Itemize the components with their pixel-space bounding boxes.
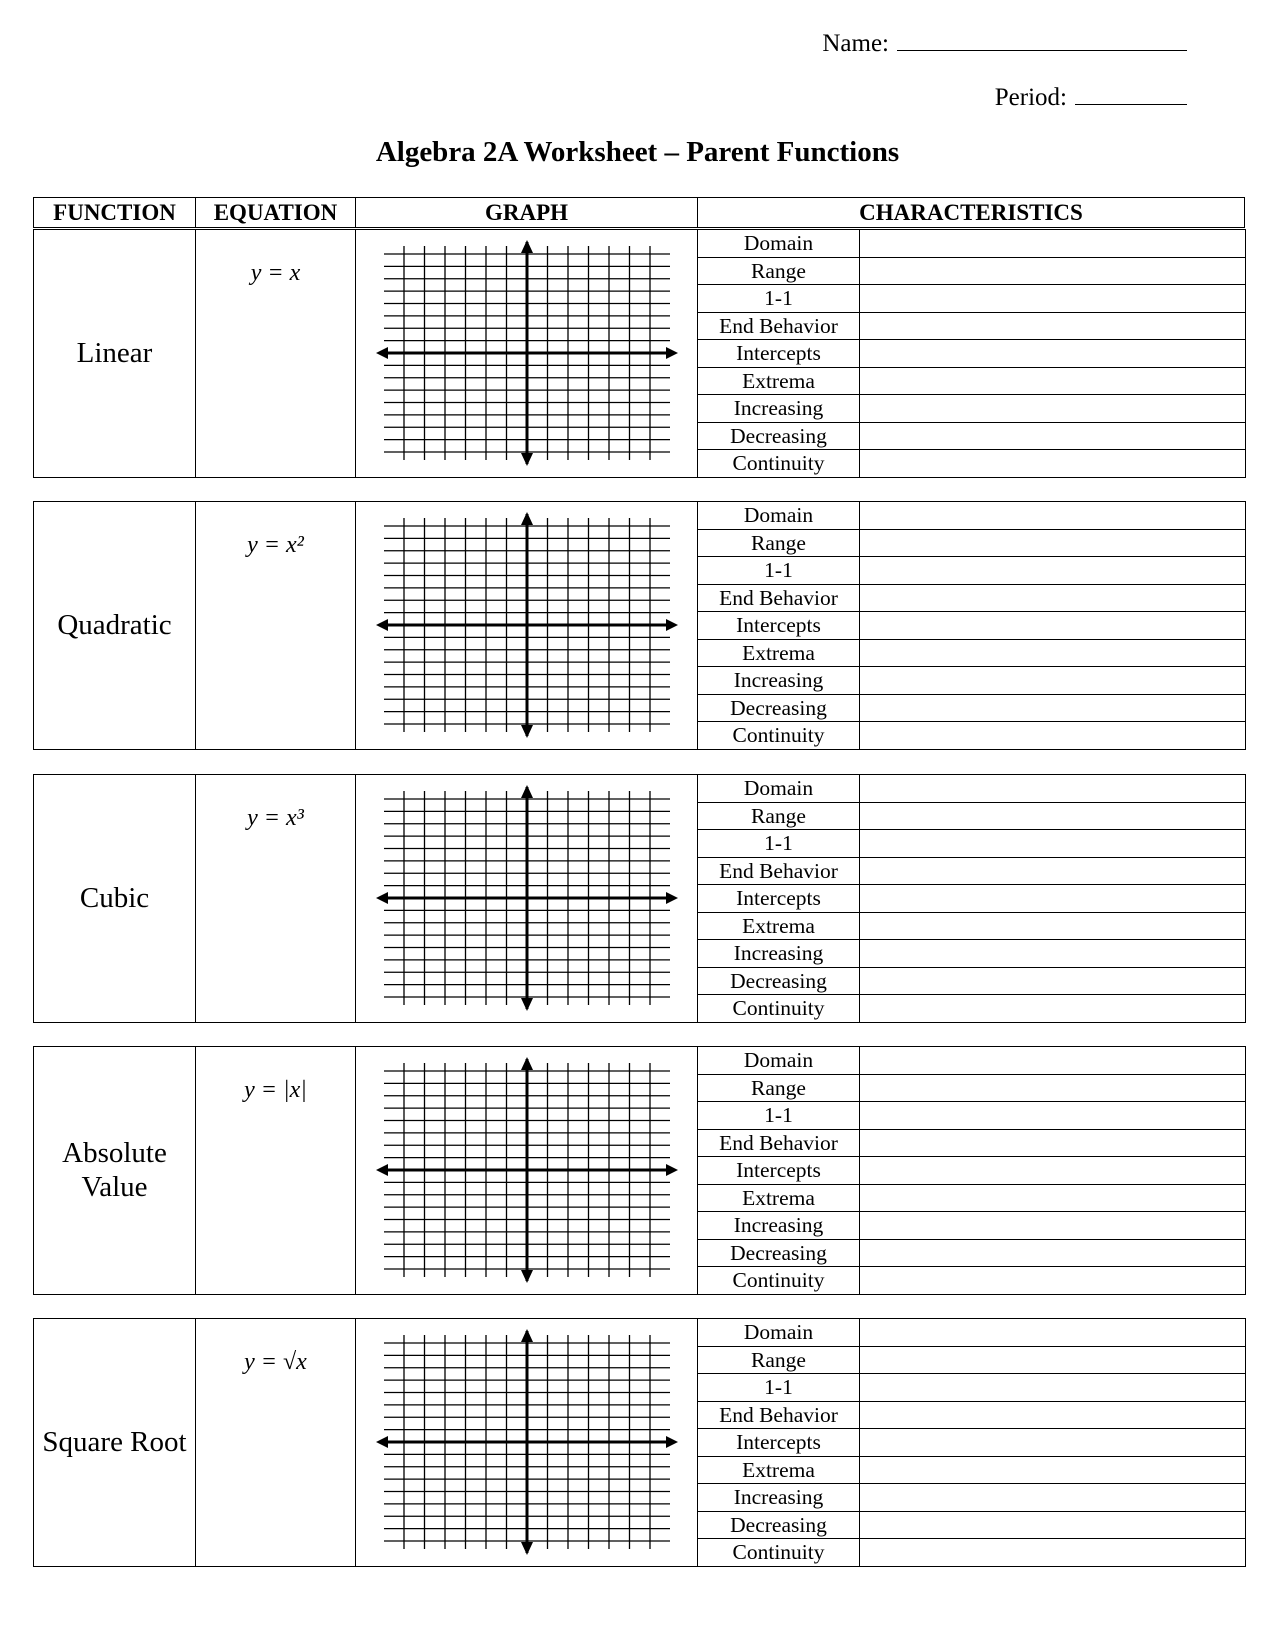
x-axis-arrow-right [666, 1164, 678, 1176]
characteristic-answer-field[interactable] [860, 257, 1246, 285]
characteristic-label: End Behavior [698, 1129, 860, 1157]
coordinate-grid[interactable] [374, 785, 680, 1011]
characteristic-answer-field[interactable] [860, 1484, 1246, 1512]
characteristic-answer-field[interactable] [860, 1184, 1246, 1212]
y-axis-arrow-up [521, 512, 533, 525]
y-axis-arrow-up [521, 1329, 533, 1342]
function-equation: y = |x| [196, 1047, 356, 1295]
x-axis-arrow-right [666, 347, 678, 359]
characteristic-answer-field[interactable] [860, 1539, 1246, 1567]
header-table [33, 197, 1245, 228]
characteristic-label: End Behavior [698, 312, 860, 340]
characteristic-label: Range [698, 1346, 860, 1374]
characteristic-label: Decreasing [698, 1511, 860, 1539]
characteristic-label: Intercepts [698, 612, 860, 640]
characteristic-label: Continuity [698, 995, 860, 1023]
characteristic-label: Extrema [698, 367, 860, 395]
characteristic-answer-field[interactable] [860, 1239, 1246, 1267]
y-axis-arrow-down [521, 725, 533, 738]
x-axis-arrow-right [666, 1436, 678, 1448]
characteristic-label: Intercepts [698, 1157, 860, 1185]
function-block [33, 501, 1246, 750]
characteristic-label: 1-1 [698, 1102, 860, 1130]
y-axis-arrow-up [521, 785, 533, 798]
characteristic-label: Range [698, 802, 860, 830]
y-axis-arrow-down [521, 998, 533, 1011]
characteristic-label: Increasing [698, 1484, 860, 1512]
characteristic-answer-field[interactable] [860, 395, 1246, 423]
characteristic-label: Range [698, 1074, 860, 1102]
characteristic-label: Extrema [698, 912, 860, 940]
function-equation: y = x² [196, 502, 356, 750]
characteristic-answer-field[interactable] [860, 667, 1246, 695]
graph-area[interactable] [356, 1047, 698, 1295]
x-axis-arrow-left [376, 892, 388, 904]
function-name: Square Root [34, 1319, 196, 1567]
characteristic-answer-field[interactable] [860, 1429, 1246, 1457]
characteristic-answer-field[interactable] [860, 639, 1246, 667]
period-blank[interactable] [1075, 82, 1187, 105]
characteristic-label: End Behavior [698, 1401, 860, 1429]
x-axis-arrow-left [376, 1164, 388, 1176]
page-title: Algebra 2A Worksheet – Parent Functions [375, 136, 900, 168]
characteristic-answer-field[interactable] [860, 1511, 1246, 1539]
characteristic-label: Decreasing [698, 694, 860, 722]
name-blank[interactable] [897, 28, 1187, 51]
characteristic-answer-field[interactable] [860, 1319, 1246, 1347]
x-axis-arrow-left [376, 347, 388, 359]
characteristic-answer-field[interactable] [860, 502, 1246, 530]
characteristic-answer-field[interactable] [860, 285, 1246, 313]
column-header-function: FUNCTION [34, 198, 196, 228]
characteristic-answer-field[interactable] [860, 612, 1246, 640]
characteristic-answer-field[interactable] [860, 529, 1246, 557]
function-equation: y = x [196, 230, 356, 478]
function-block [33, 229, 1246, 478]
characteristic-label: Increasing [698, 395, 860, 423]
y-axis-arrow-down [521, 453, 533, 466]
function-block [33, 1046, 1246, 1295]
characteristic-answer-field[interactable] [860, 1374, 1246, 1402]
graph-area[interactable] [356, 1319, 698, 1567]
x-axis-arrow-left [376, 1436, 388, 1448]
characteristic-answer-field[interactable] [860, 1212, 1246, 1240]
graph-area[interactable] [356, 502, 698, 750]
characteristic-label: 1-1 [698, 557, 860, 585]
y-axis-arrow-up [521, 1057, 533, 1070]
function-name: Cubic [34, 775, 196, 1023]
characteristic-answer-field[interactable] [860, 1401, 1246, 1429]
period-field[interactable] [995, 82, 1187, 112]
characteristic-label: Decreasing [698, 967, 860, 995]
characteristic-answer-field[interactable] [860, 1102, 1246, 1130]
characteristic-label: Extrema [698, 1456, 860, 1484]
characteristic-answer-field[interactable] [860, 1456, 1246, 1484]
characteristic-answer-field[interactable] [860, 722, 1246, 750]
characteristic-answer-field[interactable] [860, 694, 1246, 722]
function-equation: y = √x [196, 1319, 356, 1567]
y-axis-arrow-down [521, 1270, 533, 1283]
characteristic-label: Continuity [698, 1539, 860, 1567]
characteristic-label: Intercepts [698, 340, 860, 368]
characteristic-label: Extrema [698, 1184, 860, 1212]
characteristic-answer-field[interactable] [860, 312, 1246, 340]
characteristic-label: End Behavior [698, 857, 860, 885]
characteristic-label: Increasing [698, 667, 860, 695]
characteristic-label: Domain [698, 502, 860, 530]
characteristic-label: Domain [698, 1319, 860, 1347]
characteristic-label: 1-1 [698, 830, 860, 858]
name-field[interactable] [822, 28, 1187, 58]
column-header-equation: EQUATION [196, 198, 356, 228]
characteristic-label: Continuity [698, 722, 860, 750]
characteristic-label: Increasing [698, 940, 860, 968]
characteristic-answer-field[interactable] [860, 584, 1246, 612]
characteristic-answer-field[interactable] [860, 940, 1246, 968]
characteristic-answer-field[interactable] [860, 857, 1246, 885]
characteristic-answer-field[interactable] [860, 830, 1246, 858]
characteristic-label: Intercepts [698, 885, 860, 913]
function-name: Linear [34, 230, 196, 478]
characteristic-answer-field[interactable] [860, 340, 1246, 368]
characteristic-answer-field[interactable] [860, 1267, 1246, 1295]
characteristic-answer-field[interactable] [860, 1129, 1246, 1157]
y-axis-arrow-down [521, 1542, 533, 1555]
characteristic-answer-field[interactable] [860, 557, 1246, 585]
characteristic-answer-field[interactable] [860, 802, 1246, 830]
x-axis-arrow-right [666, 619, 678, 631]
column-header-characteristics: CHARACTERISTICS [698, 198, 1245, 228]
characteristic-answer-field[interactable] [860, 1047, 1246, 1075]
characteristic-label: Continuity [698, 450, 860, 478]
characteristic-label: Decreasing [698, 1239, 860, 1267]
characteristic-label: Decreasing [698, 422, 860, 450]
function-block [33, 1318, 1246, 1567]
characteristic-answer-field[interactable] [860, 422, 1246, 450]
graph-area[interactable] [356, 775, 698, 1023]
graph-area[interactable] [356, 230, 698, 478]
characteristic-answer-field[interactable] [860, 450, 1246, 478]
coordinate-grid[interactable] [374, 512, 680, 738]
x-axis-arrow-right [666, 892, 678, 904]
characteristic-answer-field[interactable] [860, 1157, 1246, 1185]
characteristic-label: Range [698, 529, 860, 557]
characteristic-label: Domain [698, 1047, 860, 1075]
characteristic-label: Increasing [698, 1212, 860, 1240]
period-label: Period: [994, 84, 1067, 111]
function-equation: y = x³ [196, 775, 356, 1023]
column-header-graph: GRAPH [356, 198, 698, 228]
characteristic-answer-field[interactable] [860, 367, 1246, 395]
characteristic-label: End Behavior [698, 584, 860, 612]
function-name: Absolute Value [34, 1047, 196, 1295]
characteristic-answer-field[interactable] [860, 1346, 1246, 1374]
characteristic-answer-field[interactable] [860, 775, 1246, 803]
function-block [33, 774, 1246, 1023]
characteristic-label: Extrema [698, 639, 860, 667]
characteristic-answer-field[interactable] [860, 912, 1246, 940]
characteristic-label: 1-1 [698, 1374, 860, 1402]
characteristic-answer-field[interactable] [860, 885, 1246, 913]
characteristic-answer-field[interactable] [860, 995, 1246, 1023]
coordinate-grid[interactable] [374, 240, 680, 466]
function-name: Quadratic [34, 502, 196, 750]
characteristic-label: 1-1 [698, 285, 860, 313]
y-axis-arrow-up [521, 240, 533, 253]
characteristic-label: Intercepts [698, 1429, 860, 1457]
characteristic-label: Range [698, 257, 860, 285]
coordinate-grid[interactable] [374, 1057, 680, 1283]
characteristic-label: Continuity [698, 1267, 860, 1295]
characteristic-answer-field[interactable] [860, 1074, 1246, 1102]
name-label: Name: [822, 30, 889, 57]
coordinate-grid[interactable] [374, 1329, 680, 1555]
characteristic-answer-field[interactable] [860, 230, 1246, 258]
characteristic-label: Domain [698, 775, 860, 803]
characteristic-label: Domain [698, 230, 860, 258]
x-axis-arrow-left [376, 619, 388, 631]
characteristic-answer-field[interactable] [860, 967, 1246, 995]
